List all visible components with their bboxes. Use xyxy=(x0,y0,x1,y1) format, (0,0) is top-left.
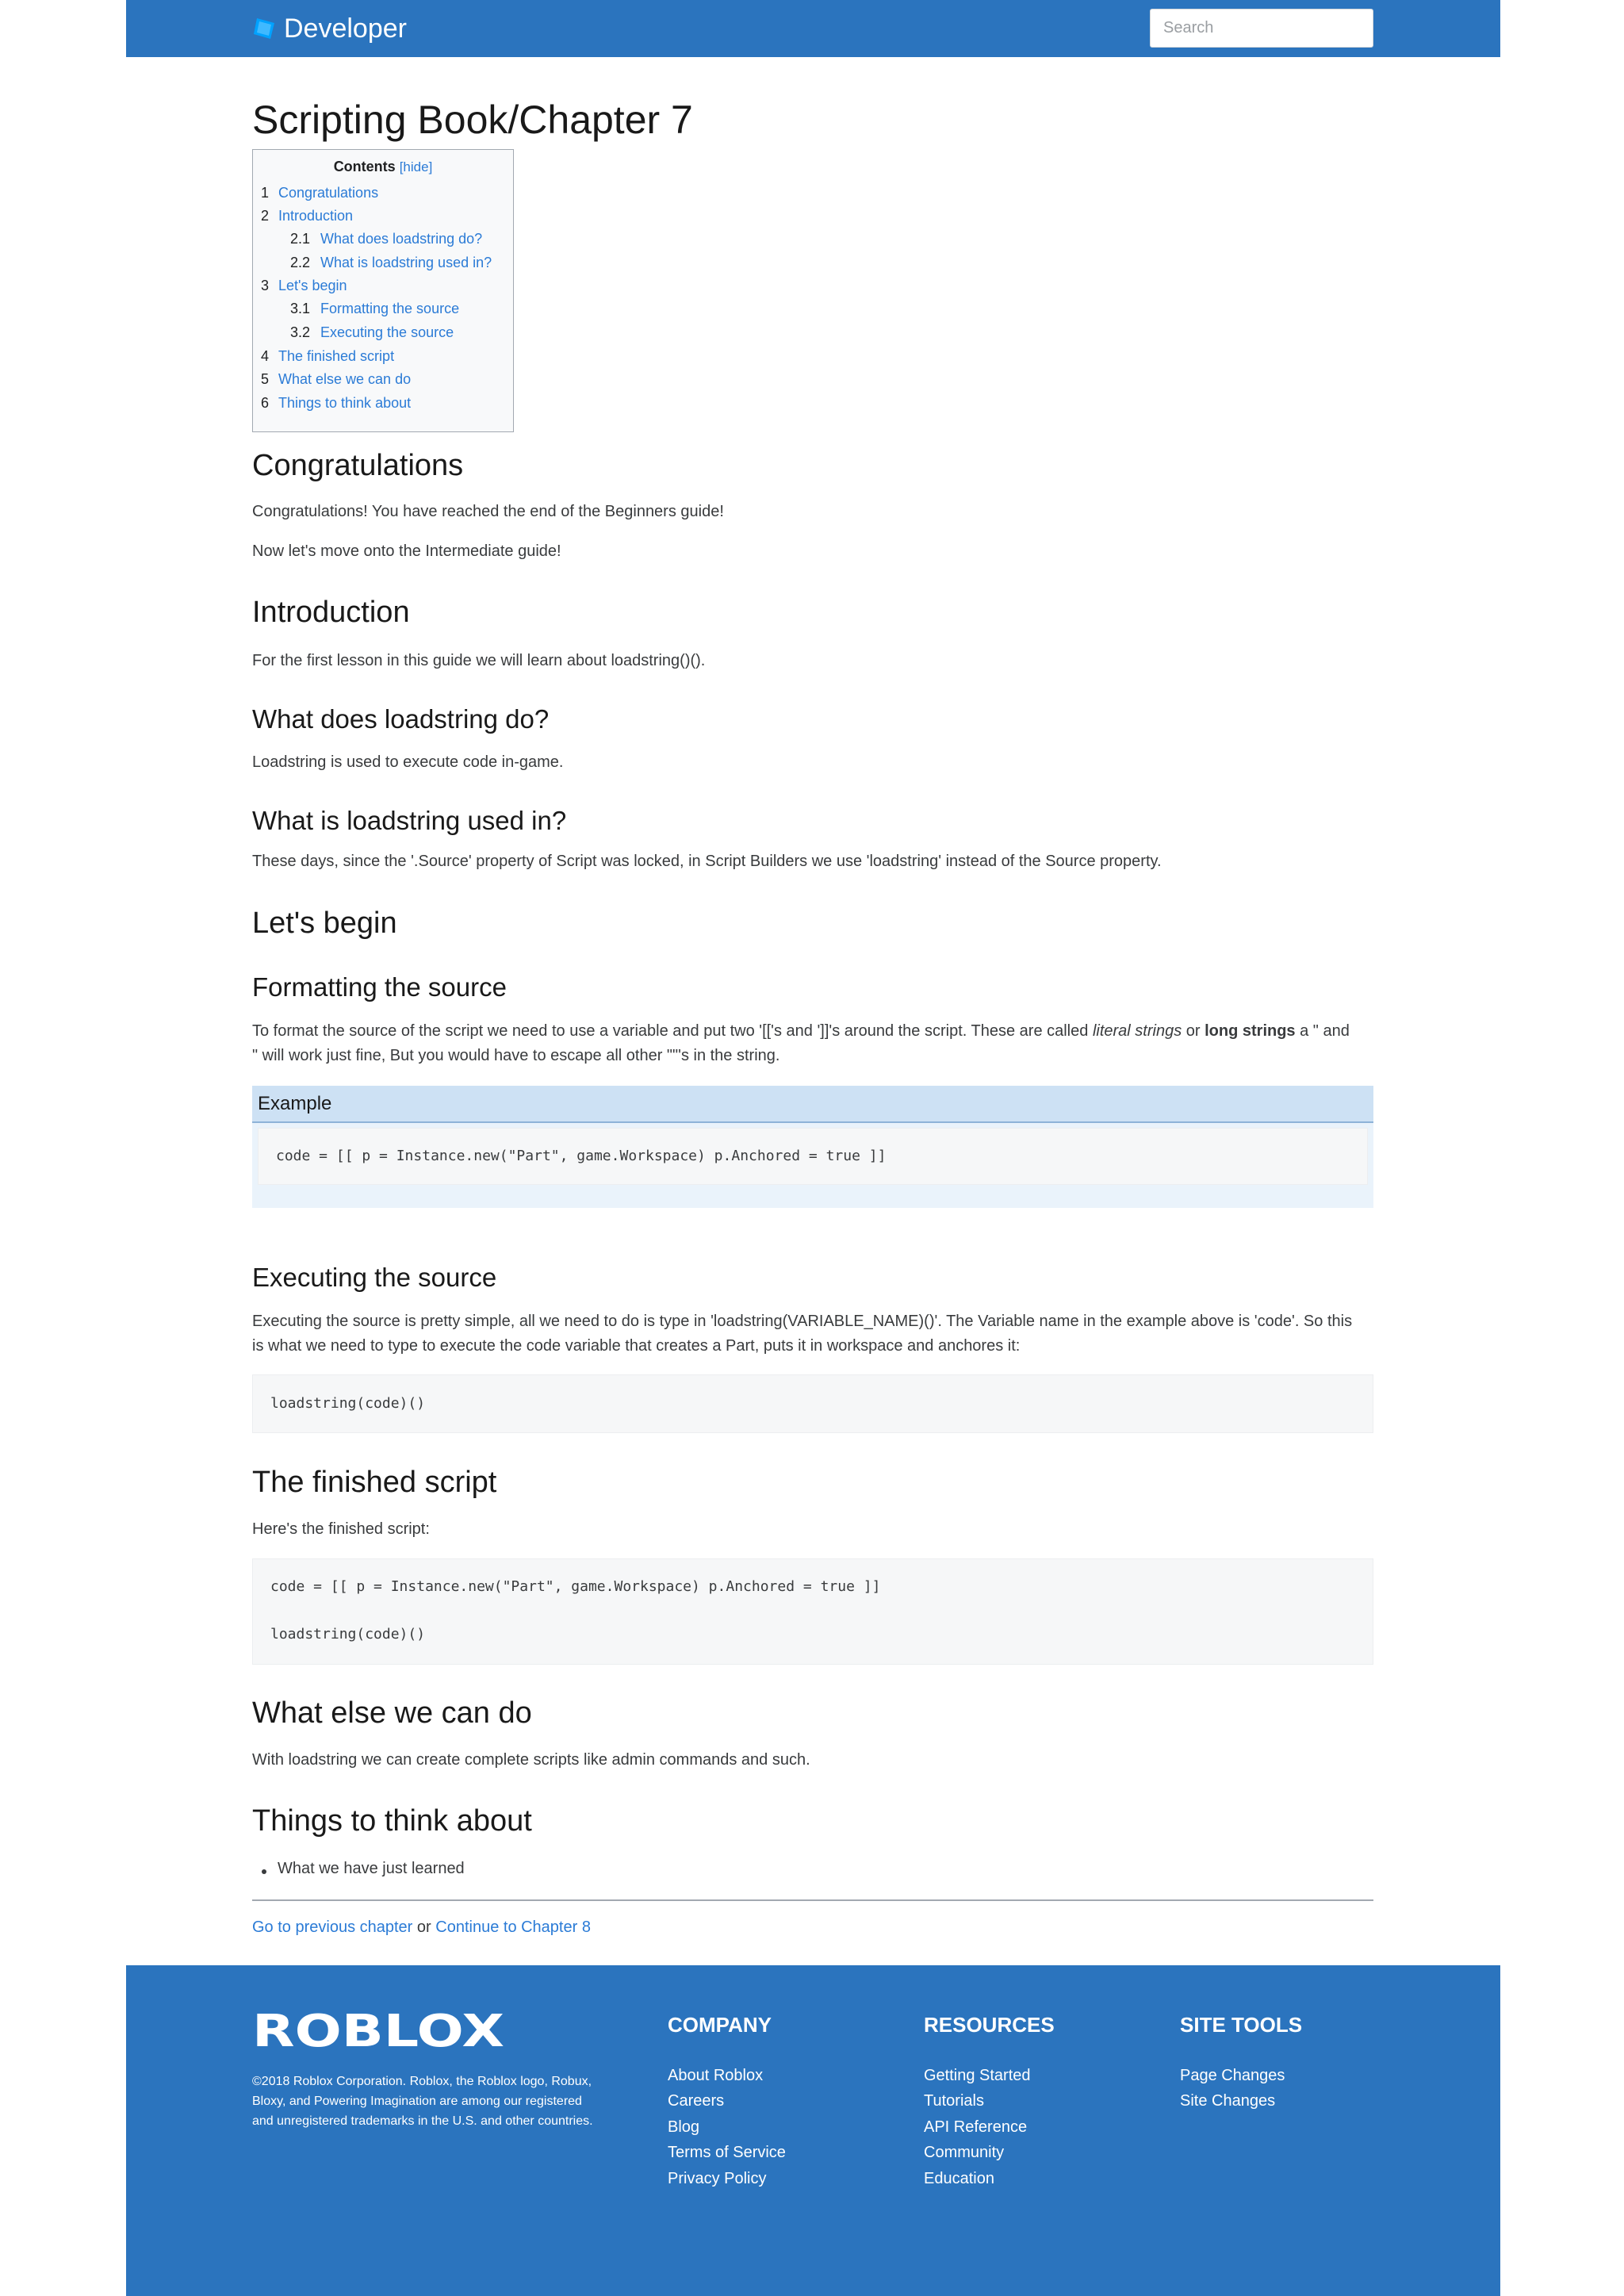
footer xyxy=(126,1965,1500,2296)
toc-item-what-is-loadstring-used-in[interactable]: 2.2 What is loadstring used in? xyxy=(290,255,492,270)
developer-brand-label: Developer xyxy=(284,13,407,44)
toc-title: Contents xyxy=(333,159,396,174)
horizontal-divider xyxy=(252,1899,1373,1901)
footer-link-blog[interactable]: Blog xyxy=(668,2118,700,2136)
footer-link-community[interactable]: Community xyxy=(924,2144,1005,2161)
toc-item-formatting-the-source[interactable]: 3.1 Formatting the source xyxy=(290,301,460,316)
heading-executing-the-source: Executing the source xyxy=(252,1263,497,1292)
toc-item-what-does-loadstring-do[interactable]: 2.1 What does loadstring do? xyxy=(290,231,483,247)
toc-item-executing-the-source[interactable]: 3.2 Executing the source xyxy=(290,324,454,340)
toc-item-the-finished-script[interactable]: 4 The finished script xyxy=(261,348,395,364)
finished-code-block xyxy=(252,1558,1373,1665)
footer-link-terms-of-service[interactable]: Terms of Service xyxy=(668,2144,786,2161)
toc-item-introduction[interactable]: 2 Introduction xyxy=(261,208,354,224)
table-of-contents xyxy=(252,149,514,432)
page-frame xyxy=(126,0,1500,2296)
footer-link-careers[interactable]: Careers xyxy=(668,2092,725,2110)
footer-link-site-changes[interactable]: Site Changes xyxy=(1180,2092,1276,2110)
finished-code-line-1: code = [[ p = Instance.new("Part", game.Workspace) p.Anchored = true ]] xyxy=(270,1578,881,1595)
heading-congratulations: Congratulations xyxy=(252,449,464,482)
toc-item-things-to-think-about[interactable]: 6 Things to think about xyxy=(261,395,412,411)
toc-hide-link[interactable]: [hide] xyxy=(399,159,433,174)
executing-paragraph: Executing the source is pretty simple, all we need to do is type in 'loadstring(VARIABLE_NAME)()'. The Variable name in the example above is 'code'. So this is what we need to type to execute the code variable that creates a Part, puts it in workspace and anchores it: xyxy=(252,1313,1353,1355)
toc-header xyxy=(253,159,513,175)
svg-text:ROBLOX: ROBLOX xyxy=(252,2010,504,2049)
finished-paragraph: Here's the finished script: xyxy=(252,1520,430,1538)
what-does-paragraph: Loadstring is used to execute code in-game. xyxy=(252,753,564,771)
next-chapter-link[interactable]: Continue to Chapter 8 xyxy=(435,1918,591,1936)
bullet-dot xyxy=(262,1869,266,1874)
formatting-paragraph: To format the source of the script we need to use a variable and put two '[['s and ']]'s around the script. These are called literal strings or long strings a " and " will work just fine, But you would have to escape all other ""'s in the string. xyxy=(252,1022,1350,1064)
footer-resources-title: RESOURCES xyxy=(924,2013,1055,2037)
toc-item-what-else-we-can-do[interactable]: 5 What else we can do xyxy=(261,371,412,387)
heading-things-to-think-about: Things to think about xyxy=(252,1804,532,1838)
roblox-developer-logo-icon xyxy=(252,17,276,40)
example-code-block xyxy=(258,1128,1368,1185)
heading-what-is-loadstring-used-in: What is loadstring used in? xyxy=(252,806,567,835)
finished-code-line-2: loadstring(code)() xyxy=(270,1626,426,1642)
copyright-text: ©2018 Roblox Corporation. Roblox, the Roblox logo, Robux, Bloxy, and Powering Imagination are among our registered and unregistered trademarks in the U.S. and other countries. xyxy=(252,2075,593,2128)
footer-link-privacy-policy[interactable]: Privacy Policy xyxy=(668,2170,767,2187)
used-in-paragraph: These days, since the '.Source' property of Script was locked, in Script Builders we use 'loadstring' instead of the Source property. xyxy=(252,853,1162,870)
roblox-logo xyxy=(252,2010,504,2049)
what-else-paragraph: With loadstring we can create complete scripts like admin commands and such. xyxy=(252,1751,810,1769)
congrats-paragraph-2: Now let's move onto the Intermediate guide! xyxy=(252,542,561,560)
footer-site-tools-title: SITE TOOLS xyxy=(1180,2013,1303,2037)
heading-the-finished-script: The finished script xyxy=(252,1466,497,1499)
footer-link-about-roblox[interactable]: About Roblox xyxy=(668,2067,764,2084)
executing-code-line: loadstring(code)() xyxy=(270,1395,426,1412)
toc-item-congratulations[interactable]: 1 Congratulations xyxy=(261,185,379,201)
heading-what-does-loadstring-do: What does loadstring do? xyxy=(252,704,550,734)
footer-company-title: COMPANY xyxy=(668,2013,772,2037)
footer-link-education[interactable]: Education xyxy=(924,2170,994,2187)
heading-introduction: Introduction xyxy=(252,596,410,629)
example-header: Example xyxy=(252,1086,1373,1123)
page-title: Scripting Book/Chapter 7 xyxy=(252,98,693,142)
heading-formatting-the-source: Formatting the source xyxy=(252,972,507,1002)
heading-what-else-we-can-do: What else we can do xyxy=(252,1696,532,1730)
footer-link-api-reference[interactable]: API Reference xyxy=(924,2118,1028,2136)
executing-code-block xyxy=(252,1374,1373,1433)
term-long-strings: long strings xyxy=(1205,1022,1296,1040)
developer-home-link[interactable] xyxy=(252,11,407,46)
congrats-paragraph-1: Congratulations! You have reached the end of the Beginners guide! xyxy=(252,503,724,520)
example-box xyxy=(252,1086,1373,1208)
toc-item-lets-begin[interactable]: 3 Let's begin xyxy=(261,278,347,293)
search-input[interactable] xyxy=(1150,9,1373,48)
footer-link-page-changes[interactable]: Page Changes xyxy=(1180,2067,1285,2084)
heading-lets-begin: Let's begin xyxy=(252,907,397,940)
top-navigation-bar xyxy=(126,0,1500,57)
example-code-line: code = [[ p = Instance.new("Part", game.Workspace) p.Anchored = true ]] xyxy=(276,1148,887,1164)
chapter-navigation: Go to previous chapter or Continue to Chapter 8 xyxy=(252,1918,591,1936)
intro-paragraph: For the first lesson in this guide we will learn about loadstring()(). xyxy=(252,652,706,669)
footer-link-tutorials[interactable]: Tutorials xyxy=(924,2092,984,2110)
things-bullet-1: What we have just learned xyxy=(278,1860,465,1877)
term-literal-strings: literal strings xyxy=(1092,1022,1182,1040)
previous-chapter-link[interactable]: Go to previous chapter xyxy=(252,1918,413,1936)
footer-link-getting-started[interactable]: Getting Started xyxy=(924,2067,1031,2084)
